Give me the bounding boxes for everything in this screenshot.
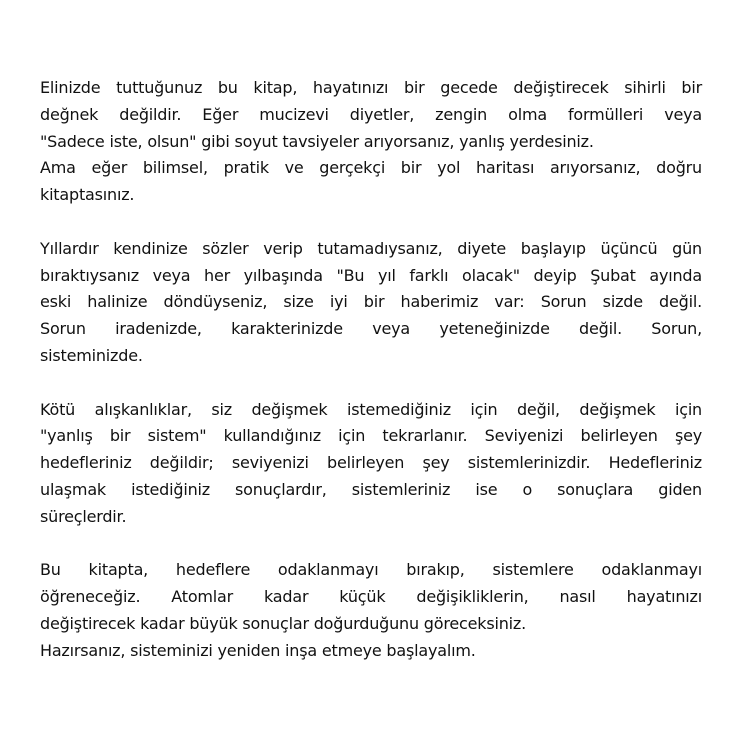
text-line: "yanlış bir sistem" kullandığınız için tekrarlanır. Seviyenizi belirleyen şey	[40, 426, 702, 446]
text-line: Yıllardır kendinize sözler verip tutamadıysanız, diyete başlayıp üçüncü gün	[40, 238, 702, 258]
text-line: Bu kitapta, hedeflere odaklanmayı bırakıp, sistemlere odaklanmayı	[40, 560, 702, 580]
text-line: ulaşmak istediğiniz sonuçlardır, sistemleriniz ise o sonuçlara giden	[40, 479, 702, 499]
text-line: sisteminizde.	[40, 345, 143, 365]
text-line: süreçlerdir.	[40, 506, 127, 526]
paragraph-intro	[40, 75, 702, 209]
paragraph-systems	[40, 397, 702, 531]
text-line: Elinizde tuttuğunuz bu kitap, hayatınızı bir gecede değiştirecek sihirli bir	[40, 78, 702, 97]
text-line: Ama eğer bilimsel, pratik ve gerçekçi bir yol haritası arıyorsanız, doğru	[40, 158, 702, 178]
text-line: kitaptasınız.	[40, 185, 135, 205]
text-line: bıraktıysanız veya her yılbaşında "Bu yıl farklı olacak" deyip Şubat ayında	[40, 265, 702, 285]
text-line: hedefleriniz değildir; seviyenizi belirleyen şey sistemlerinizdir. Hedefleriniz	[40, 453, 702, 473]
text-line: Sorun iradenizde, karakterinizde veya yeteneğinizde değil. Sorun,	[40, 319, 702, 339]
text-line: değiştirecek kadar büyük sonuçlar doğurduğunu göreceksiniz.	[40, 613, 526, 633]
document-page	[40, 75, 702, 691]
text-line: öğreneceğiz. Atomlar kadar küçük değişikliklerin, nasıl hayatınızı	[40, 587, 702, 607]
paragraph-conclusion	[40, 557, 702, 664]
text-line: eski halinize döndüyseniz, size iyi bir haberimiz var: Sorun sizde değil.	[40, 292, 702, 312]
text-line: "Sadece iste, olsun" gibi soyut tavsiyeler arıyorsanız, yanlış yerdesiniz.	[40, 131, 594, 151]
text-line: değnek değildir. Eğer mucizevi diyetler, zengin olma formülleri veya	[40, 104, 702, 124]
paragraph-problem	[40, 236, 702, 370]
text-line: Kötü alışkanlıklar, siz değişmek istemediğiniz için değil, değişmek için	[40, 399, 702, 419]
text-line: Hazırsanız, sisteminizi yeniden inşa etmeye başlayalım.	[40, 640, 476, 660]
